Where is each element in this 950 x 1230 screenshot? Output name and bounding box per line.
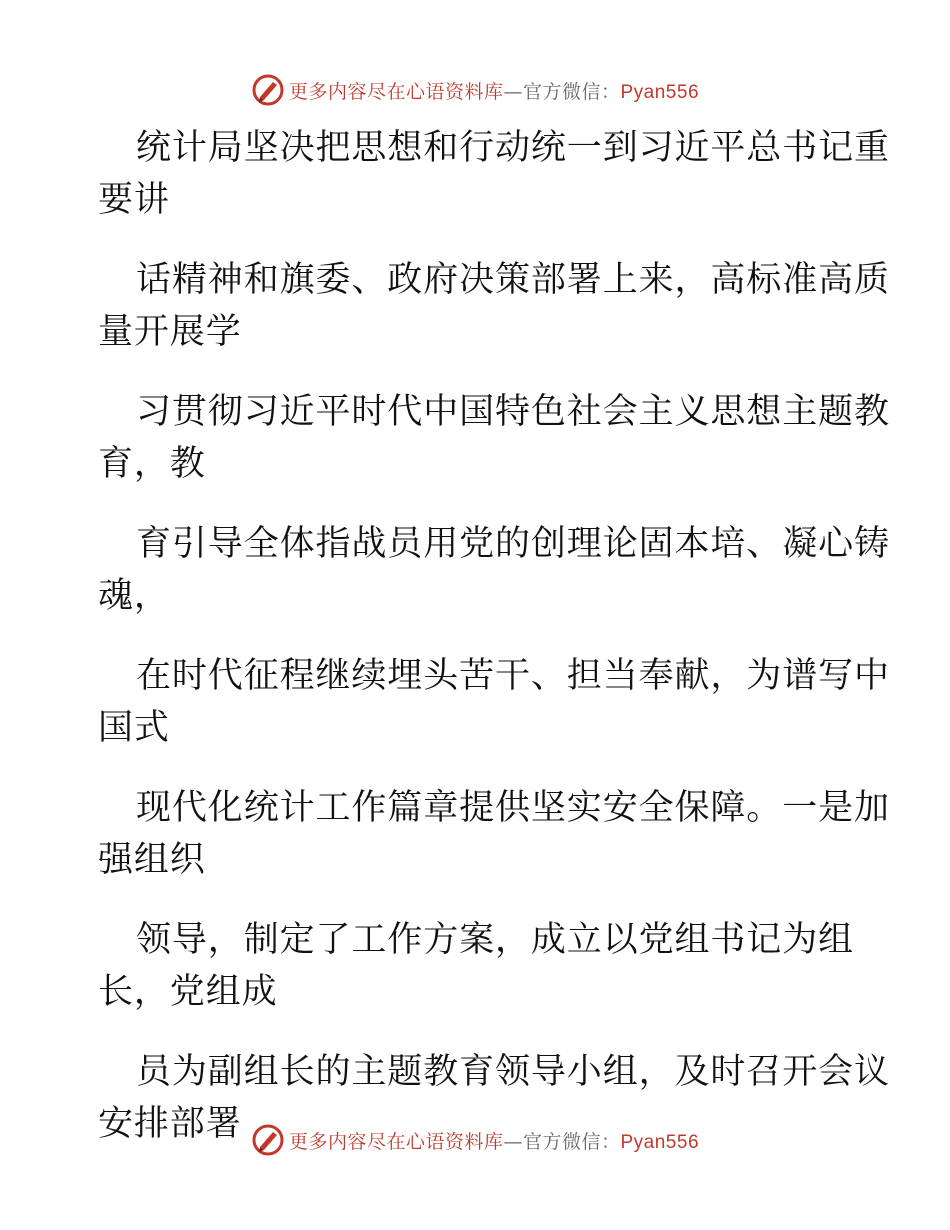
header-banner-text — [289, 77, 699, 104]
paragraph-line: 话精神和旗委、政府决策部署上来，高标准高质 — [136, 260, 890, 300]
header-banner — [0, 70, 950, 110]
paragraph-line: 在时代征程继续埋头苦干、担当奉献，为谱写中 — [136, 656, 890, 696]
footer-banner — [0, 1120, 950, 1160]
paragraph-line: 统计局坚决把思想和行动统一到习近平总书记重 — [136, 128, 890, 168]
footer-dash: — — [503, 1130, 523, 1153]
paragraph-line: 安排部署 — [98, 1104, 242, 1144]
paragraph-line: 量开展学 — [98, 312, 242, 352]
footer-wechat-id: Pyan556 — [620, 1131, 700, 1153]
header-wechat-id: Pyan556 — [620, 81, 700, 103]
header-lead-text: 更多内容尽在心语资料库 — [288, 80, 504, 103]
paragraph-line: 要讲 — [98, 180, 170, 220]
paragraph-line: 育，教 — [98, 444, 206, 484]
header-dash: — — [503, 80, 523, 103]
paragraph-line: 领导，制定了工作方案，成立以党组书记为组 — [136, 920, 855, 960]
paragraph-line: 长，党组成 — [98, 972, 278, 1012]
pen-logo-icon — [251, 73, 285, 107]
footer-lead-text: 更多内容尽在心语资料库 — [288, 1130, 504, 1153]
paragraph-line: 习贯彻习近平时代中国特色社会主义思想主题教 — [136, 392, 890, 432]
document-body — [98, 122, 890, 1178]
paragraph-line: 国式 — [98, 708, 170, 748]
paragraph-line: 现代化统计工作篇章提供坚实安全保障。一是加 — [136, 788, 890, 828]
paragraph-line: 强组织 — [98, 840, 206, 880]
footer-label: 官方微信： — [522, 1130, 621, 1153]
pen-logo-icon — [251, 1123, 285, 1157]
paragraph-line: 员为副组长的主题教育领导小组，及时召开会议 — [136, 1052, 890, 1092]
paragraph-line: 育引导全体指战员用党的创理论固本培、凝心铸 — [136, 524, 890, 564]
footer-banner-text — [289, 1127, 699, 1154]
header-label: 官方微信： — [522, 80, 621, 103]
paragraph-line: 魂， — [98, 576, 170, 616]
